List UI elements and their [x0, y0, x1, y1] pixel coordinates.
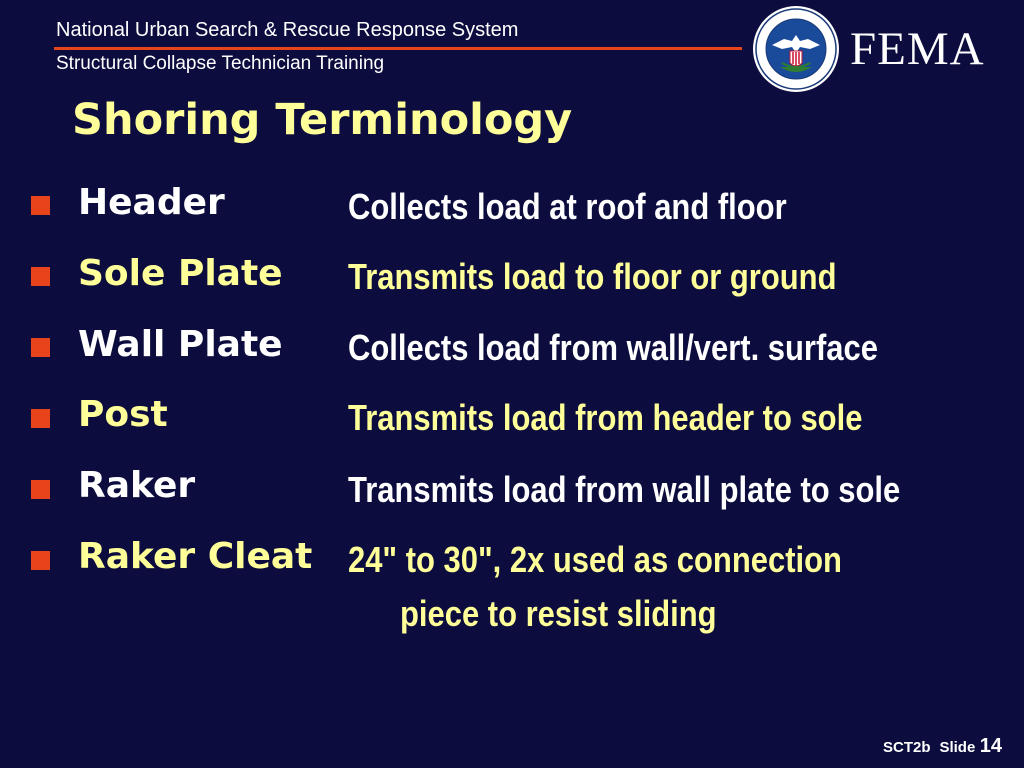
term-label: Post [78, 394, 168, 435]
term-label: Header [78, 182, 225, 223]
bullet-square-icon [31, 551, 50, 570]
term-label: Wall Plate [78, 324, 283, 365]
term-label: Raker Cleat [78, 536, 313, 577]
course-code: SCT2b [883, 739, 931, 756]
term-description: Transmits load from wall plate to sole [348, 469, 901, 510]
term-label: Raker [78, 465, 196, 506]
term-description: Collects load at roof and floor [348, 186, 787, 227]
bullet-square-icon [31, 196, 50, 215]
term-description: Transmits load from header to sole [348, 397, 863, 438]
header-line-system: National Urban Search & Rescue Response System [56, 19, 519, 41]
bullet-square-icon [31, 267, 50, 286]
bullet-square-icon [31, 338, 50, 357]
term-description: Transmits load to floor or ground [348, 256, 837, 297]
term-description: Collects load from wall/vert. surface [348, 327, 878, 368]
slide-number: 14 [979, 735, 1002, 757]
term-description: 24" to 30", 2x used as connection [348, 539, 842, 580]
term-label: Sole Plate [78, 253, 283, 294]
slide-title: Shoring Terminology [72, 95, 573, 145]
header-line-training: Structural Collapse Technician Training [56, 53, 385, 74]
bullet-square-icon [31, 480, 50, 499]
agency-wordmark: FEMA [850, 23, 985, 75]
slide-footer [883, 735, 1002, 758]
term-description-continued: piece to resist sliding [400, 593, 717, 634]
bullet-square-icon [31, 409, 50, 428]
slide-label: Slide [939, 739, 976, 756]
